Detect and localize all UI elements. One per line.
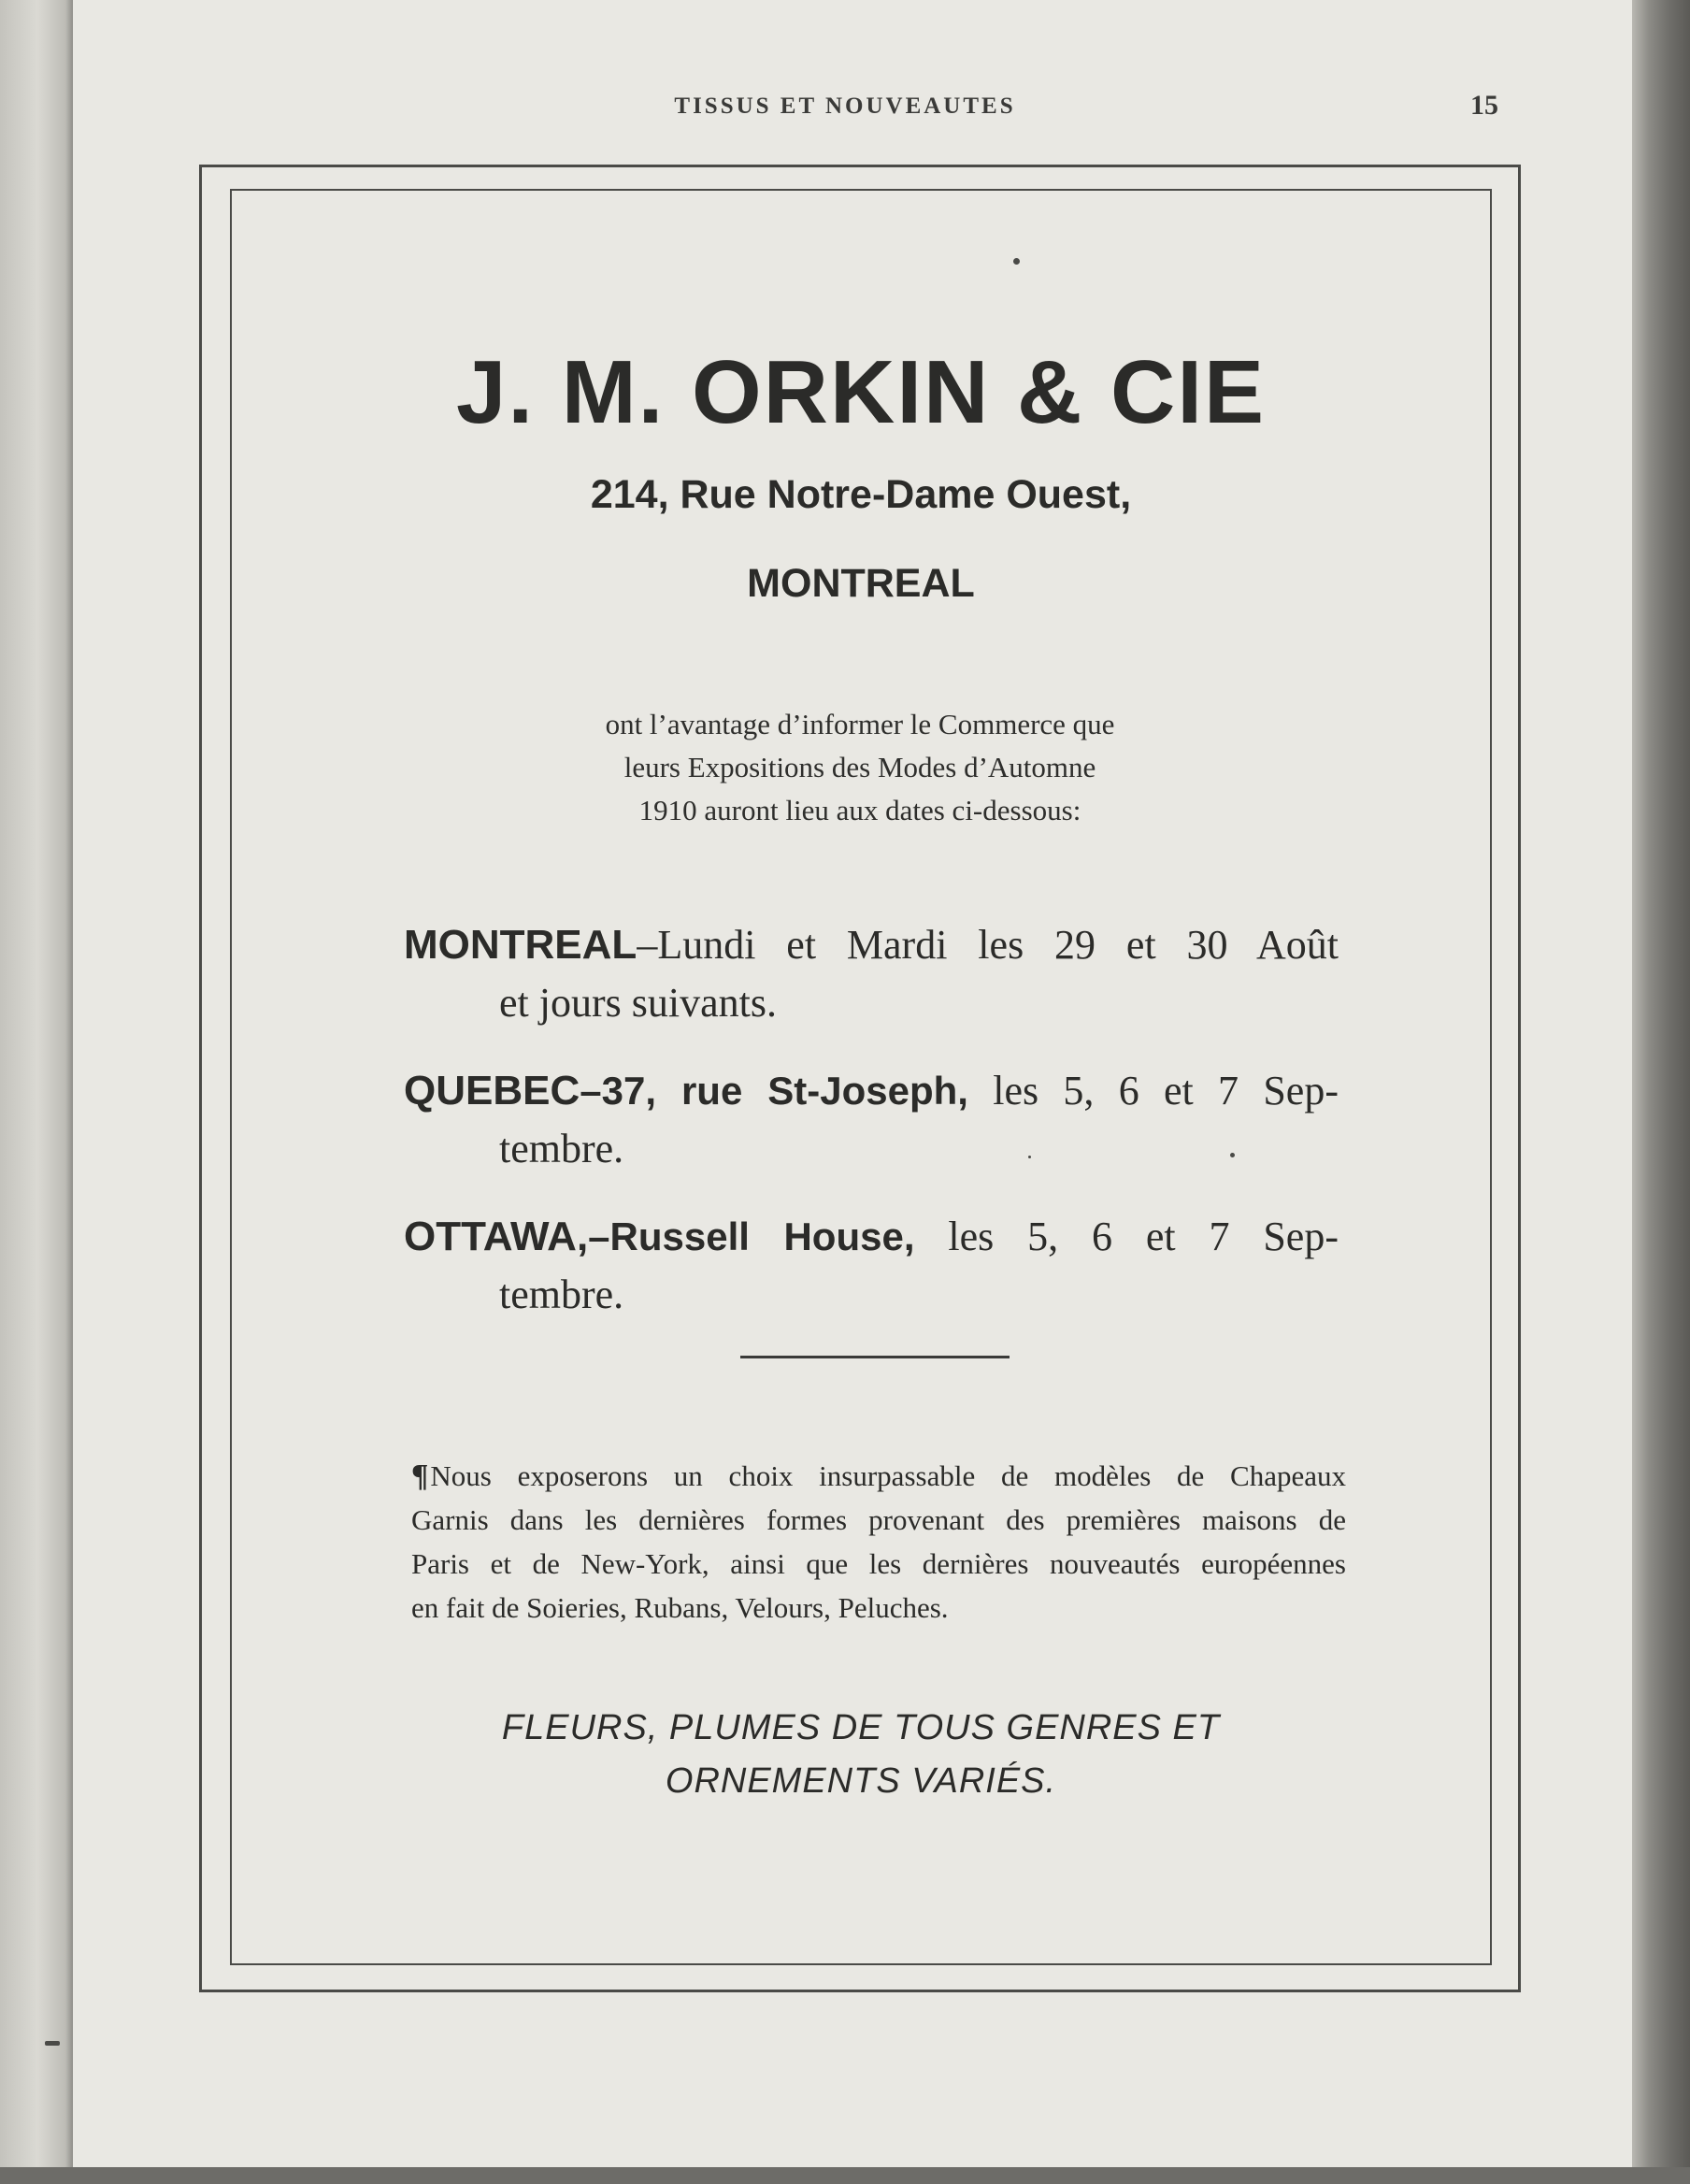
company-address: 214, Rue Notre-Dame Ouest, [590, 472, 1132, 517]
paragraph-text: Nous exposerons un choix insurpassable de modèles de Chapeaux [430, 1459, 1346, 1492]
schedule-dates: –Lundi et Mardi les 29 et 30 Août [637, 922, 1339, 968]
book-binding-edge [1632, 0, 1690, 2184]
print-speck [45, 2041, 60, 2046]
page-number: 15 [1470, 90, 1498, 121]
print-speck [1028, 1156, 1031, 1158]
paragraph-line: Garnis dans les dernières formes provenant des premières maisons de [411, 1503, 1346, 1536]
schedule-continuation: tembre. [499, 1126, 624, 1171]
company-city: MONTREAL [747, 561, 975, 606]
running-header: TISSUS ET NOUVEAUTES [674, 93, 1016, 119]
closing-line: FLEURS, PLUMES DE TOUS GENRES ET [501, 1708, 1221, 1747]
intro-line: 1910 auront lieu aux dates ci-dessous: [638, 794, 1081, 826]
company-name: J. M. ORKIN & CIE [455, 342, 1267, 442]
schedule-line [404, 916, 1339, 974]
schedule-continuation: tembre. [499, 1272, 624, 1317]
closing-line: ORNEMENTS VARIÉS. [665, 1761, 1057, 1801]
schedule-dates: les 5, 6 et 7 Sep- [967, 1068, 1339, 1114]
schedule-entry-quebec [404, 1062, 1339, 1178]
left-page-gutter [0, 0, 73, 2184]
schedule-city: MONTREAL [404, 922, 637, 968]
closing-tagline [230, 1702, 1492, 1808]
intro-line: leurs Expositions des Modes d’Automne [623, 751, 1096, 783]
paragraph-line [411, 1454, 1346, 1498]
scan-bottom-edge [0, 2167, 1690, 2184]
schedule-venue: –37, rue St-Joseph, [580, 1069, 968, 1113]
schedule-dates: les 5, 6 et 7 Sep- [914, 1214, 1339, 1259]
pilcrow-mark: ¶ [411, 1458, 429, 1493]
print-speck [1230, 1153, 1235, 1157]
intro-paragraph [523, 703, 1196, 832]
schedule-city: QUEBEC [404, 1068, 580, 1114]
paragraph-line: en fait de Soieries, Rubans, Velours, Peluches. [411, 1591, 949, 1624]
print-speck [1013, 258, 1020, 265]
intro-line: ont l’avantage d’informer le Commerce que [605, 708, 1115, 740]
section-divider-rule [740, 1356, 1010, 1358]
schedule-line [404, 1062, 1339, 1120]
schedule-continuation: et jours suivants. [499, 980, 777, 1026]
paragraph-line: Paris et de New-York, ainsi que les dernières nouveautés européennes [411, 1547, 1346, 1580]
schedule-entry-montreal [404, 916, 1339, 1032]
description-paragraph [411, 1454, 1346, 1630]
schedule-venue: –Russell House, [588, 1214, 915, 1258]
schedule-city: OTTAWA, [404, 1214, 589, 1259]
schedule-line [404, 1208, 1339, 1266]
schedule-entry-ottawa [404, 1208, 1339, 1324]
